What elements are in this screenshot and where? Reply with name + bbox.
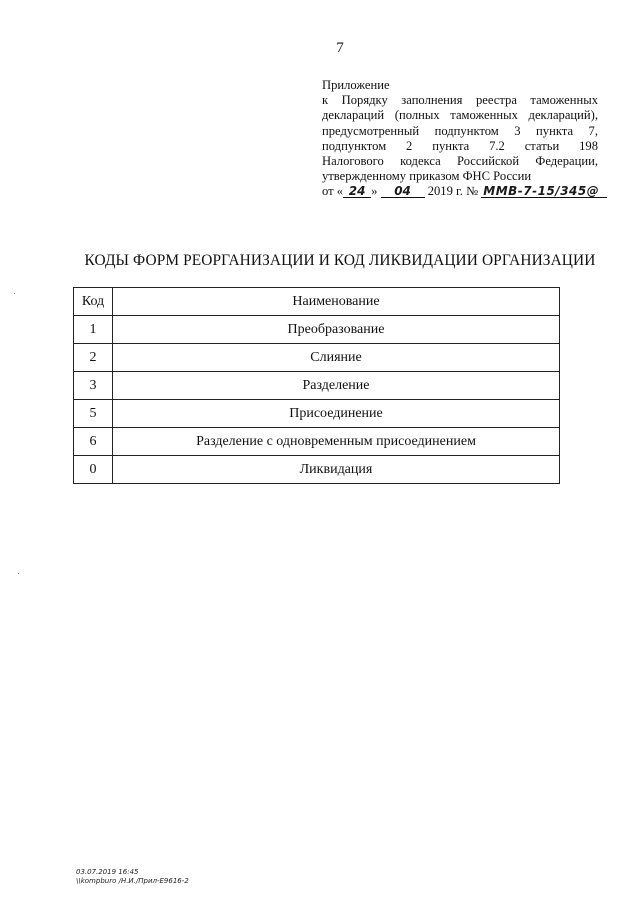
footer (76, 868, 189, 886)
row-code: 3 (74, 372, 113, 400)
row-code: 1 (74, 316, 113, 344)
appendix-line: предусмотренный подпунктом 3 пункта 7, (322, 123, 598, 138)
table-row (74, 372, 560, 400)
table-row (74, 400, 560, 428)
handwritten-order-number: ММВ-7-15/345@ (481, 185, 607, 198)
table-row (74, 428, 560, 456)
table-row (74, 316, 560, 344)
header-code: Код (74, 288, 113, 316)
footer-timestamp: 03.07.2019 16:45 (76, 868, 139, 876)
appendix-heading: Приложение (322, 78, 390, 92)
handwritten-day: 24 (343, 185, 371, 198)
page-number: 7 (336, 40, 344, 56)
row-code: 2 (74, 344, 113, 372)
order-date-line (322, 184, 598, 199)
appendix-block (322, 78, 598, 200)
row-code: 5 (74, 400, 113, 428)
row-name: Ликвидация (113, 456, 560, 484)
codes-table (73, 287, 560, 484)
scan-speck (14, 293, 15, 294)
appendix-line: к Порядку заполнения реестра таможенных (322, 93, 598, 108)
header-name: Наименование (113, 288, 560, 316)
scan-speck (18, 573, 19, 574)
row-name: Разделение (113, 372, 560, 400)
row-name: Присоединение (113, 400, 560, 428)
document-title: КОДЫ ФОРМ РЕОРГАНИЗАЦИИ И КОД ЛИКВИДАЦИИ ОРГАНИЗАЦИИ (84, 252, 596, 269)
row-name: Слияние (113, 344, 560, 372)
row-name: Разделение с одновременным присоединением (113, 428, 560, 456)
year-text: 2019 г. № (427, 184, 479, 199)
date-mid: » (371, 184, 378, 199)
appendix-line: деклараций (полных таможенных деклараций), (322, 108, 598, 123)
appendix-line: подпунктом 2 пункта 7.2 статьи 198 (322, 138, 598, 153)
row-name: Преобразование (113, 316, 560, 344)
table-header-row (74, 288, 560, 316)
date-prefix: от « (322, 184, 344, 199)
row-code: 6 (74, 428, 113, 456)
footer-path: \\kompburo /Н.И./Прил-Е9616-2 (76, 877, 189, 885)
handwritten-month: 04 (381, 185, 425, 198)
table-row (74, 456, 560, 484)
appendix-line: Налогового кодекса Российской Федерации, (322, 154, 598, 169)
appendix-line: утвержденному приказом ФНС России (322, 169, 532, 184)
row-code: 0 (74, 456, 113, 484)
table-row (74, 344, 560, 372)
